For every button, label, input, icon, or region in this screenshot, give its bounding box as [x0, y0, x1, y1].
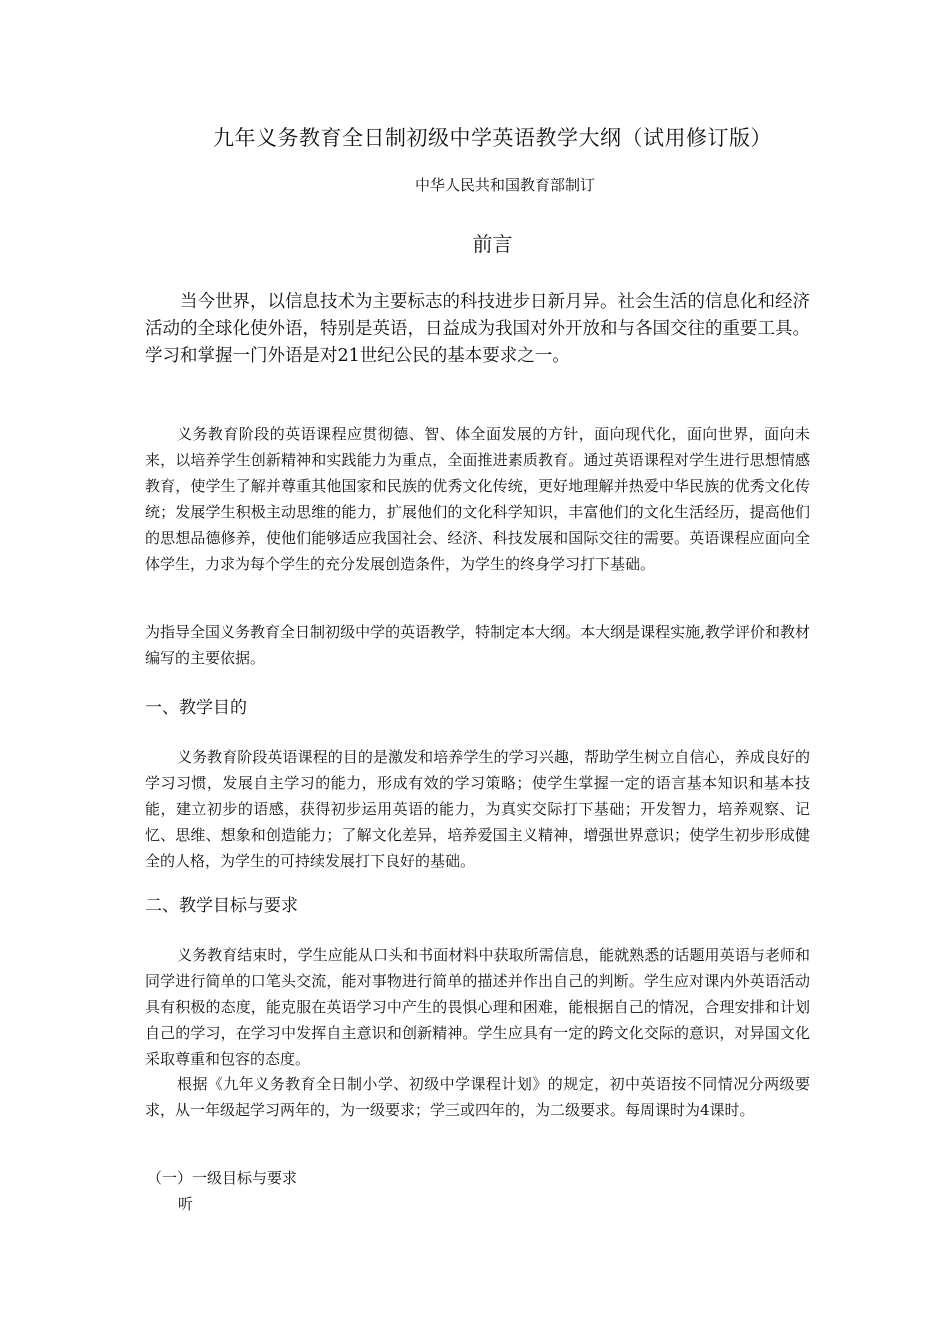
section-1-paragraph: 义务教育阶段英语课程的目的是激发和培养学生的学习兴趣，帮助学生树立自信心，养成良好的学习习惯，发展自主学习的能力，形成有效的学习策略；使学生掌握一定的语言基本知识和基本技能，建立初步的语感，获得初步运用英语的能力，为真实交际打下基础；开发智力，培养观察、记忆、思维、想象和创造能力；了解文化差异，培养爱国主义精神，增强世界意识；使学生初步形成健全的人格，为学生的可持续发展打下良好的基础。 — [145, 748, 810, 870]
section-1-heading: 一、教学目的 — [145, 698, 247, 718]
preface-paragraph-3: 为指导全国义务教育全日制初级中学的英语教学，特制定本大纲。本大纲是课程实施,教学评价和教材编写的主要依据。 — [145, 623, 810, 667]
preface-paragraph-2: 义务教育阶段的英语课程应贯彻德、智、体全面发展的方针，面向现代化，面向世界，面向未来，以培养学生创新精神和实践能力为重点，全面推进素质教育。通过英语课程对学生进行思想情感教育，使学生了解并尊重其他国家和民族的优秀文化传统，更好地理解并热爱中华民族的优秀文化传统；发展学生积极主动思维的能力，扩展他们的文化科学知识，丰富他们的文化生活经历，提高他们的思想品德修养，使他们能够适应我国社会、经济、科技发展和国际交往的需要。英语课程应面向全体学生，力求为每个学生的充分发展创造条件，为学生的终身学习打下基础。 — [145, 425, 810, 573]
section-2-heading: 二、教学目标与要求 — [145, 896, 298, 916]
section-2-paragraph-1: 义务教育结束时，学生应能从口头和书面材料中获取所需信息，能就熟悉的话题用英语与老师和同学进行简单的口笔头交流，能对事物进行简单的描述并作出自己的判断。学生应对课内外英语活动具有积极的态度，能克服在英语学习中产生的畏惧心理和困难，能根据自己的情况，合理安排和计划自己的学习，在学习中发挥自主意识和创新精神。学生应具有一定的跨文化交际的意识，对异国文化采取尊重和包容的态度。 — [145, 946, 810, 1068]
preface-heading: 前言 — [472, 232, 513, 256]
subsection-1-item-listening: 听 — [178, 1195, 194, 1213]
preface-paragraph-1: 当今世界，以信息技术为主要标志的科技进步日新月异。社会生活的信息化和经济活动的全球化使外语，特别是英语，日益成为我国对外开放和与各国交往的重要工具。学习和掌握一门外语是对21世纪公民的基本要求之一。 — [145, 292, 810, 366]
subsection-1-heading: （一）一级目标与要求 — [147, 1169, 298, 1187]
document-issuer: 中华人民共和国教育部制订 — [414, 176, 595, 194]
document-title: 九年义务教育全日制初级中学英语教学大纲（试用修订版） — [213, 126, 772, 150]
section-2-paragraph-2: 根据《九年义务教育全日制小学、初级中学课程计划》的规定，初中英语按不同情况分两级要求，从一年级起学习两年的，为一级要求；学三或四年的，为二级要求。每周课时为4课时。 — [145, 1075, 810, 1119]
